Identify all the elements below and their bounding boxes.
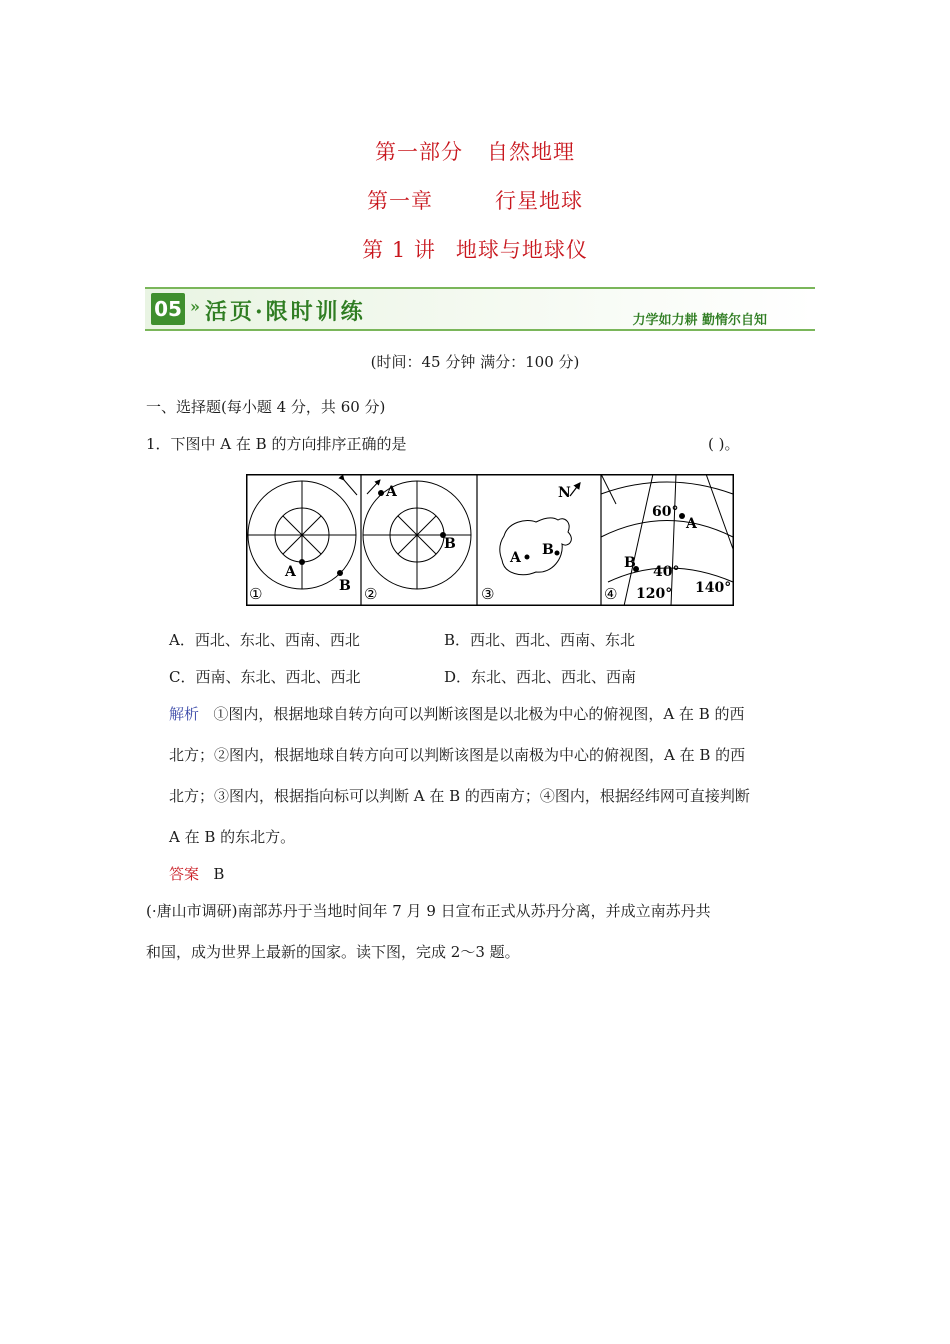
context-line-2: 和国，成为世界上最新的国家。读下图，完成 2～3 题。	[146, 943, 520, 961]
point-b-label: B	[624, 555, 636, 571]
answer-blank: ( )。	[708, 435, 740, 453]
option-b: B．西北、西北、西南、东北	[444, 631, 636, 649]
island-outline	[500, 518, 572, 575]
double-chevron-icon: »	[190, 297, 200, 316]
context-line-1: (·唐山市调研)南部苏丹于当地时间年 7 月 9 日宣布正式从苏丹分离，并成立南苏丹共	[146, 902, 711, 920]
analysis-text: ①图内，根据地球自转方向可以判断该图是以北极为中心的俯视图，A 在 B 的西	[213, 705, 745, 723]
point-b-label: B	[542, 542, 554, 558]
analysis-line-3: 北方；③图内，根据指向标可以判断 A 在 B 的西南方；④图内，根据经纬网可直接判断	[169, 787, 750, 805]
panel-1-label: ①	[249, 585, 263, 603]
lesson-title: 地球与地球仪	[455, 238, 588, 262]
chapter-label: 第一章	[367, 189, 433, 213]
lesson-label: 第 1 讲	[362, 238, 436, 262]
lesson-heading	[0, 234, 950, 264]
banner-title: 活页·限时训练	[205, 299, 366, 325]
panel-3-label: ③	[481, 585, 495, 603]
point-b-label: B	[339, 578, 351, 594]
analysis-line-4: A 在 B 的东北方。	[169, 828, 296, 846]
panel-2	[363, 480, 471, 589]
degree-40-label: 40°	[653, 564, 680, 580]
answer-value: B	[213, 865, 225, 883]
answer-label: 答案	[169, 865, 200, 883]
degree-140-label: 140°	[695, 580, 732, 596]
degree-120-label: 120°	[636, 586, 673, 602]
chapter-heading	[0, 185, 950, 215]
option-d: D．东北、西北、西北、西南	[444, 668, 637, 686]
degree-60-label: 60°	[652, 504, 679, 520]
banner-motto: 力学如力耕 勤惰尔自知	[632, 313, 767, 328]
time-info: (时间：45 分钟 满分：100 分)	[370, 353, 580, 371]
option-a: A．西北、东北、西南、西北	[169, 631, 360, 649]
point-a-label: A	[386, 484, 397, 500]
point-a-label: A	[686, 516, 697, 532]
point-b-label: B	[444, 536, 456, 552]
chapter-title: 行星地球	[495, 189, 583, 213]
panel-4-label: ④	[604, 585, 618, 603]
section-heading: 一、选择题(每小题 4 分，共 60 分)	[146, 398, 386, 416]
analysis-line-1	[169, 704, 745, 724]
option-c: C．西南、东北、西北、西北	[169, 668, 361, 686]
panel-2-label: ②	[364, 585, 378, 603]
practice-banner	[145, 287, 815, 331]
part-label: 第一部分	[375, 140, 463, 164]
analysis-label: 解析	[169, 705, 200, 723]
north-arrow-icon	[570, 483, 580, 496]
part-title: 自然地理	[487, 140, 575, 164]
point-a-label: A	[285, 564, 296, 580]
north-label: N	[558, 485, 571, 501]
banner-badge: 05	[151, 293, 185, 325]
analysis-line-2: 北方；②图内，根据地球自转方向可以判断该图是以南极为中心的俯视图，A 在 B 的西	[169, 746, 746, 764]
part-heading	[0, 136, 950, 166]
answer-line	[169, 864, 224, 884]
question-stem: 1．下图中 A 在 B 的方向排序正确的是	[146, 435, 407, 453]
direction-figure	[246, 474, 734, 606]
point-a-label: A	[510, 550, 521, 566]
